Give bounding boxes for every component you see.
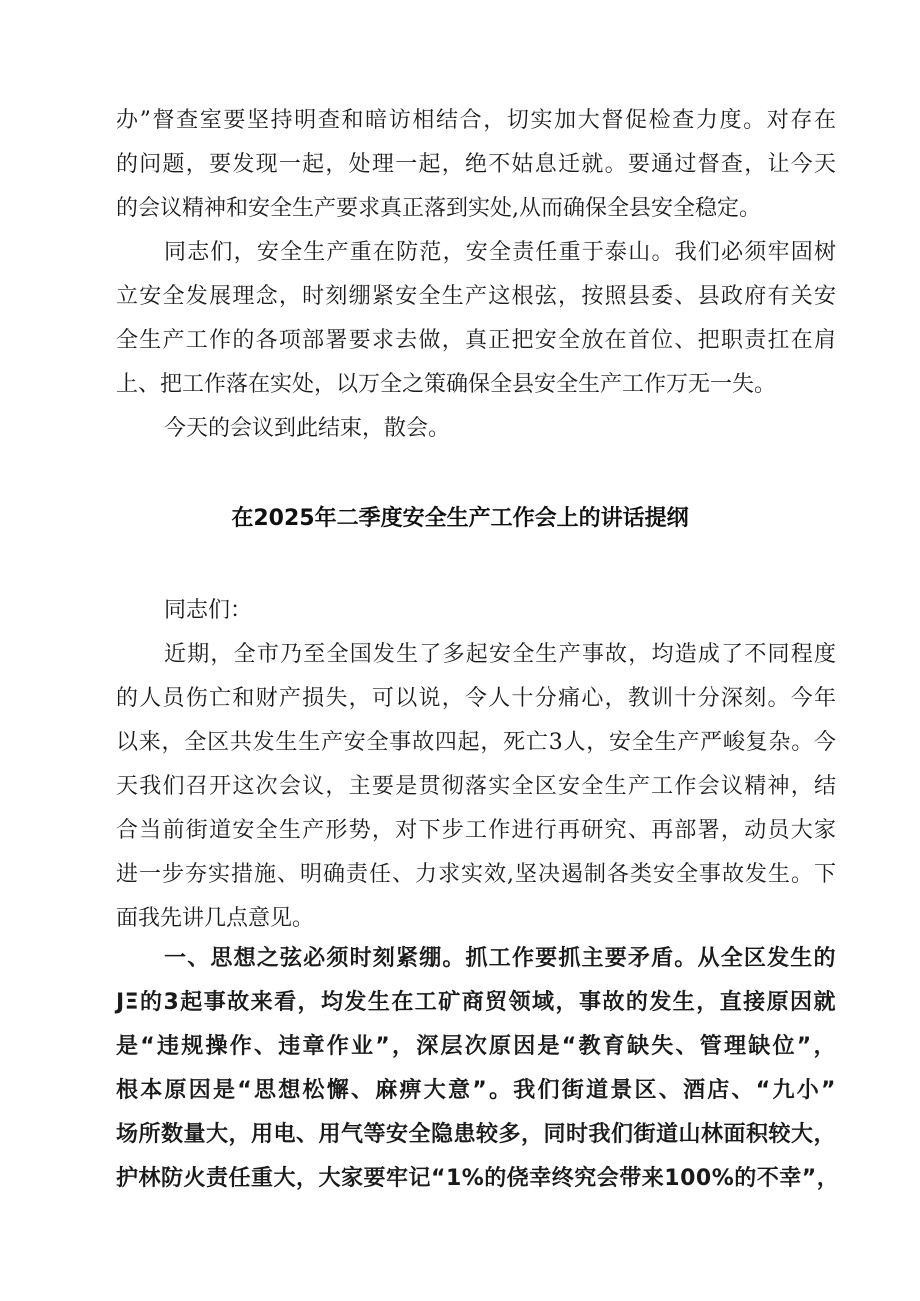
paragraph-line: 护林防火责任重大，大家要牢记“1%的侥幸终究会带来100%的不幸”， [116,1166,840,1191]
paragraph-line: 一、思想之弦必须时刻紧绷。抓工作要抓主要矛盾。从全区发生的 [164,946,836,971]
paragraph-line: 办”督查室要坚持明查和暗访相结合，切实加大督促检查力度。对存在 [116,108,836,133]
paragraph-line: 同志们，安全生产重在防范，安全责任重于泰山。我们必须牢固树 [164,240,836,265]
paragraph-line: 以来，全区共发生生产安全事故四起，死亡3人，安全生产严峻复杂。今 [116,730,836,755]
paragraph-line: 近期，全市乃至全国发生了多起安全生产事故，均造成了不同程度 [164,642,836,667]
paragraph-line: 的问题，要发现一起，处理一起，绝不姑息迁就。要通过督查，让今天 [116,152,836,177]
paragraph-line: 进一步夯实措施、明确责任、力求实效,坚决遏制各类安全事故发生。下 [116,862,836,887]
paragraph-line: 合当前街道安全生产形势，对下步工作进行再研究、再部署，动员大家 [116,818,836,843]
paragraph-line: JΞ的3起事故来看，均发生在工矿商贸领域，事故的发生，直接原因就 [116,990,836,1015]
paragraph-line: 场所数量大，用电、用气等安全隐患较多，同时我们街道山林面积较大， [116,1122,837,1147]
paragraph-line: 根本原因是“思想松懈、麻痹大意”。我们街道景区、酒店、“九小” [116,1078,836,1103]
paragraph-line: 面我先讲几点意见。 [116,906,315,931]
section-title: 在2025年二季度安全生产工作会上的讲话提纲 [231,506,689,531]
paragraph-line: 的人员伤亡和财产损失，可以说，令人十分痛心，教训十分深刻。今年 [116,686,836,711]
paragraph-line: 上、把工作落在实处，以万全之策确保全县安全生产工作万无一失。 [116,372,777,397]
paragraph-line: 今天的会议到此结束，散会。 [164,416,451,441]
paragraph-line: 是“违规操作、违章作业”，深层次原因是“教育缺失、管理缺位”， [116,1034,836,1059]
paragraph-line: 天我们召开这次会议，主要是贯彻落实全区安全生产工作会议精神，结 [116,774,836,799]
paragraph-line: 的会议精神和安全生产要求真正落到实处,从而确保全县安全稳定。 [116,196,761,221]
paragraph-line: 全生产工作的各项部署要求去做，真正把安全放在首位、把职责扛在肩 [116,328,836,353]
paragraph-line: 立安全发展理念，时刻绷紧安全生产这根弦，按照县委、县政府有关安 [116,284,836,309]
salutation: 同志们： [164,598,253,623]
